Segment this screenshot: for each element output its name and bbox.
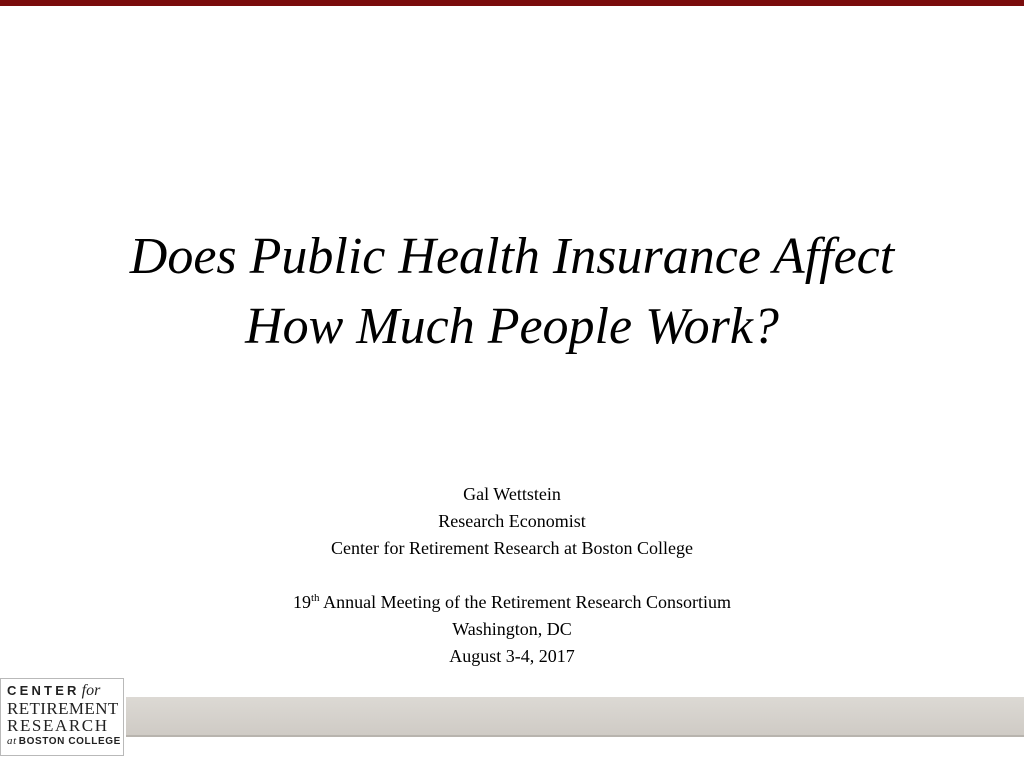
title-line-2: How Much People Work? xyxy=(245,298,779,355)
event-meeting: Annual Meeting of the Retirement Research Consortium xyxy=(323,592,731,612)
event-ordinal-number: 19 xyxy=(293,592,311,612)
event-location: Washington, DC xyxy=(452,619,572,639)
logo-boston-college: BOSTON COLLEGE xyxy=(18,736,121,747)
presenter-info xyxy=(0,481,1024,670)
presenter-affiliation: Center for Retirement Research at Boston College xyxy=(331,538,693,558)
presenter-name: Gal Wettstein xyxy=(463,484,561,504)
slide-title xyxy=(0,222,1024,362)
logo-line-2: RETIREMENT xyxy=(7,699,119,718)
top-accent-bar xyxy=(0,0,1024,6)
event-dates: August 3-4, 2017 xyxy=(449,646,575,666)
logo-center: CENTER xyxy=(7,683,80,698)
logo-line-3: RESEARCH xyxy=(7,716,109,735)
title-line-1: Does Public Health Insurance Affect xyxy=(129,228,895,285)
footer-band xyxy=(126,697,1024,735)
crr-logo xyxy=(0,678,124,756)
footer-divider xyxy=(126,735,1024,737)
event-meeting-line xyxy=(0,589,1024,616)
logo-line-1 xyxy=(7,682,119,700)
logo-at: at xyxy=(7,735,17,747)
event-ordinal-suffix: th xyxy=(311,592,320,604)
presenter-position: Research Economist xyxy=(438,511,586,531)
logo-for: for xyxy=(81,682,101,699)
logo-line-4 xyxy=(7,734,119,749)
spacer xyxy=(0,562,1024,589)
